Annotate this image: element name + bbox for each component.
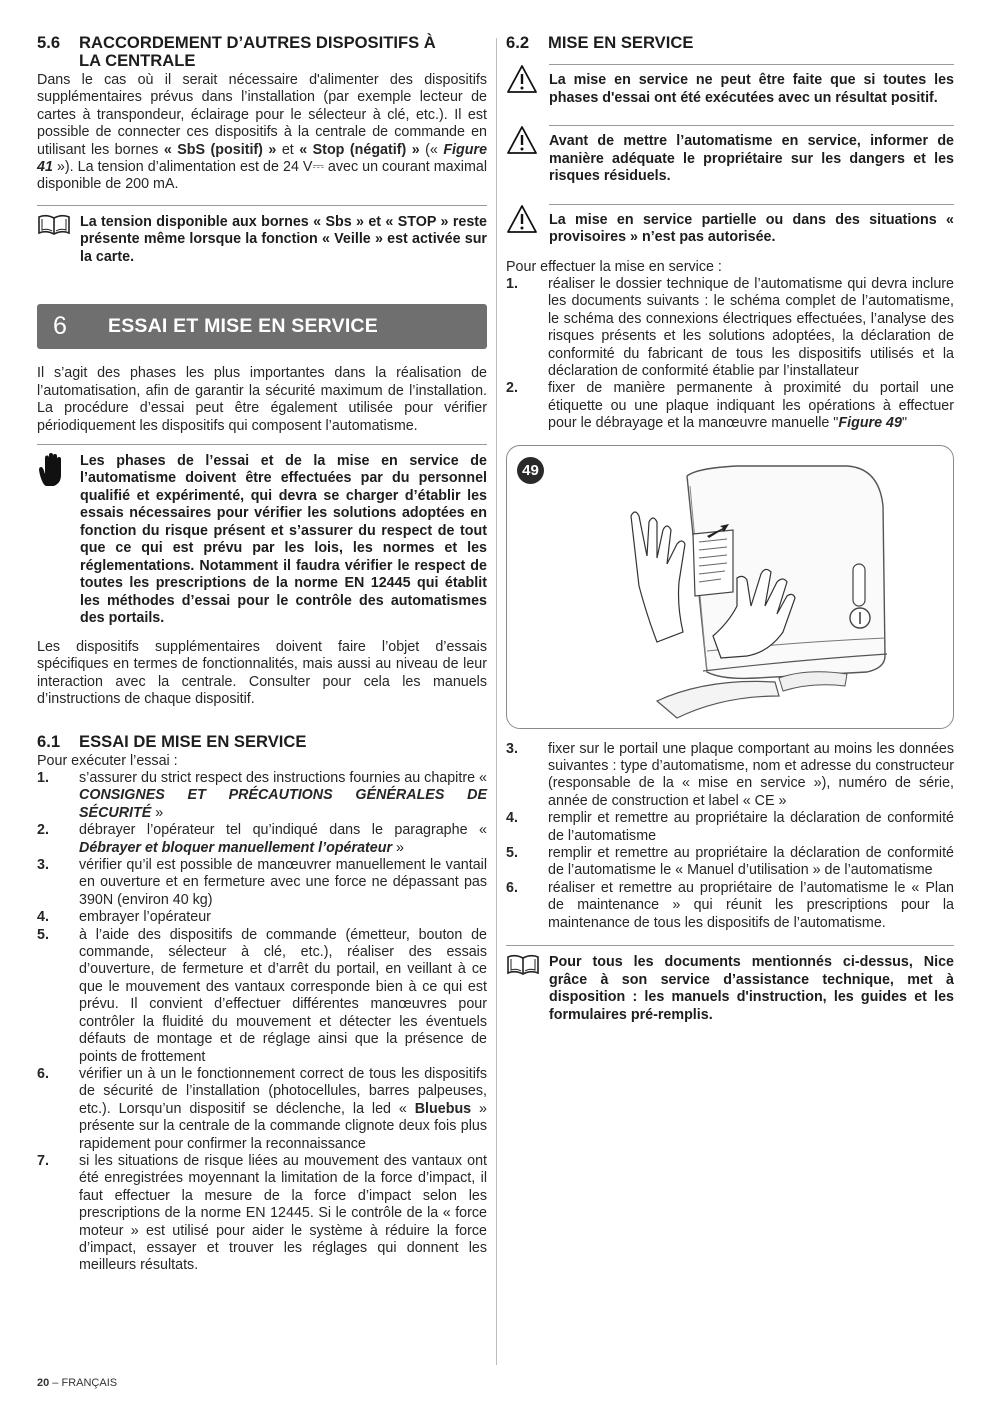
section-6-2-heading (506, 34, 954, 52)
steps-lead: Pour exécuter l’essai : (37, 752, 178, 769)
note-text: La tension disponible aux bornes « Sbs » et « STOP » reste présente même lorsque la fonction « Veille » est activée sur la carte. (80, 213, 487, 265)
note-text: Pour tous les documents mentionnés ci-dessus, Nice grâce à son service d’assistance technique, met à disposition : les manuels d'instruction, les guides et les formulaires pré-remplis. (549, 954, 954, 1023)
warning-text: La mise en service partielle ou dans des situations « provisoires » n’est pas autorisée. (549, 204, 954, 247)
language-label: FRANÇAIS (61, 1377, 118, 1389)
page-footer: 20 – FRANÇAIS (37, 1377, 118, 1389)
page-number: 20 (37, 1377, 50, 1389)
section-number: 6.2 (506, 33, 530, 52)
list-item: 7. si les situations de risque liées au mouvement des vantaux ont été enregistrées moyennant la limitation de la force d’impact, il faut effectuer la mesure de la force d’impact selon les prescriptions de la norme EN 12445. Si le contrôle de la « force moteur » est utilisé pour aider le système à réduire la force d’impact, essayer et trouver les réglages qui donnent les meilleurs résultats. (37, 1152, 487, 1274)
warning-triangle-icon (506, 125, 549, 160)
chapter-title: ESSAI ET MISE EN SERVICE (108, 315, 378, 338)
section-5-6-heading (37, 34, 487, 70)
section-title: MISE EN SERVICE (548, 33, 694, 52)
list-item: 6. réaliser et remettre au propriétaire de l’automatisme le « Plan de maintenance » qui réunit les prescriptions pour la maintenance de tous les dispositifs de l’automatisme. (506, 879, 954, 931)
chapter-number: 6 (53, 312, 67, 341)
documents-note (506, 945, 954, 1024)
figure-49 (506, 445, 954, 729)
voltage-note (37, 205, 487, 267)
left-column (37, 34, 487, 1275)
list-item: 5. remplir et remettre au propriétaire la déclaration de conformité de l’automatisme le « Manuel d’utilisation » de l’automatisme (506, 845, 954, 879)
book-icon (506, 954, 549, 981)
column-divider (496, 38, 497, 1365)
list-item: 4. embrayer l’opérateur (37, 909, 211, 926)
list-item: 5. à l’aide des dispositifs de commande (émetteur, bouton de commande, sélecteur à clé, etc.), réaliser des essais d’ouverture, de fermeture et d’arrêt du portail, en veillant à ce que le mouvement des vantaux corresponde bien à ce qui est prévu. Il convient d’effectuer différentes manœuvres pour contrôler la fluidité du mouvement et détecter les éventuels défauts de montage et de réglage ainsi que la présence de points de frottement (37, 926, 487, 1065)
section-5-6-body: Dans le cas où il serait nécessaire d'alimenter des dispositifs supplémentaires prévus dans l’installation (par exemple lecteur de cartes à transpondeur, éclairage pour le sélecteur à clé, etc.). Il est possible de connecter ces dispositifs à la centrale de commande en utilisant les bornes « SbS (positif) » et « Stop (négatif) » (« Figure 41 »). La tension d’alimentation est de 24 V⎓ avec un courant maximal disponible de 200 mA. (37, 72, 488, 193)
steps-lead: Pour effectuer la mise en service : (506, 258, 722, 275)
section-number: 6.1 (37, 731, 61, 751)
devices-paragraph: Les dispositifs supplémentaires doivent faire l’objet d’essais spécifiques en termes de fonctionnalités, mais aussi au niveau de leur interaction avec la centrale. Consulter pour cela les manuels d’instructions de chaque dispositif. (37, 638, 487, 708)
warning-triangle-icon (506, 204, 549, 239)
book-icon (37, 214, 80, 241)
list-item: 1. s’assurer du strict respect des instructions fournies au chapitre « CONSIGNES ET PRÉCAUTIONS GÉNÉRALES DE SÉCURITÉ » (37, 770, 487, 821)
list-item: 3. fixer sur le portail une plaque comportant au moins les données suivantes : type d’automatisme, nom et adresse du constructeur (responsable de la « mise en service »), numéro de série, année de construction et label « CE » (506, 740, 954, 809)
commissioning-steps-list-continued (506, 741, 954, 932)
warning-block (506, 125, 954, 186)
list-item: 2. fixer de manière permanente à proximité du portail une étiquette ou une plaque indiquant les opérations à effectuer pour le débrayage et la manœuvre manuelle "Figure 49" (506, 380, 954, 432)
list-item: 3. vérifier qu’il est possible de manœuvrer manuellement le vantail en ouverture et en fermeture avec une force ne dépassant pas 390N (environ 40 kg) (37, 857, 487, 908)
section-title: RACCORDEMENT D’AUTRES DISPOSITIFS À (79, 33, 436, 52)
right-column (506, 34, 954, 1024)
warning-block (506, 204, 954, 247)
list-item: 4. remplir et remettre au propriétaire la déclaration de conformité de l’automatisme (506, 810, 954, 844)
warning-text: Avant de mettre l’automatisme en service, informer de manière adéquate le propriétaire sur les dangers et les risques résiduels. (549, 125, 954, 186)
chapter-intro: Il s’agit des phases les plus importantes dans la réalisation de l’automatisation, afin de garantir la sécurité maximum de l’installation. La procédure d’essai peut être également utilisée pour vérifier périodiquement les dispositifs qui composent l’automatisme. (37, 365, 487, 434)
note-text: Les phases de l’essai et de la mise en service de l’automatisme doivent être effectuées par du personnel qualifié et expérimenté, qui devra se charger d’établir les essais nécessaires pour vérifier les solutions adoptées en fonction du risque présent et s’assurer du respect de tout que ce qui est prévu par les lois, les normes et les réglementations. Notamment il faudra vérifier le respect de toutes les prescriptions de la norme EN 12445 qui établit les méthodes d’essai pour le contrôle des automatismes des portails. (80, 452, 487, 627)
list-item: 6. vérifier un à un le fonctionnement correct de tous les dispositifs de sécurité de l’installation (photocellules, barres palpeuses, etc.). Lorsqu’un dispositif se déclenche, la led « Bluebus » présente sur la centrale de la commande clignote deux fois plus rapidement pour confirmer la reconnaissance (37, 1065, 487, 1152)
list-item: 1. réaliser le dossier technique de l’automatisme qui devra inclure les documents suivants : le schéma complet de l’automatisme, le schéma des connexions électriques effectuées, l’analyse des risques présents et les solutions adoptées, la déclaration de conformité du fabricant de tous les dispositifs utilisés et la déclaration de conformité établie par l’installateur (506, 275, 954, 379)
commissioning-steps-list (506, 276, 954, 433)
section-title-line2: LA CENTRALE (79, 51, 196, 70)
section-number: 5.6 (37, 33, 61, 52)
warning-text: La mise en service ne peut être faite que si toutes les phases d'essai ont été exécutées avec un résultat positif. (549, 64, 954, 107)
section-title: ESSAI DE MISE EN SERVICE (79, 731, 307, 751)
section-6-1-heading (37, 733, 487, 751)
operator-illustration (507, 446, 953, 728)
hand-stop-icon (37, 453, 80, 492)
warning-triangle-icon (506, 64, 549, 99)
figure-number-badge: 49 (517, 457, 544, 484)
test-steps-list (37, 770, 487, 1275)
qualified-personnel-note (37, 444, 487, 628)
list-item: 2. débrayer l’opérateur tel qu’indiqué dans le paragraphe « Débrayer et bloquer manuellement l’opérateur » (37, 822, 487, 856)
warning-block (506, 64, 954, 107)
chapter-6-banner (37, 304, 487, 349)
